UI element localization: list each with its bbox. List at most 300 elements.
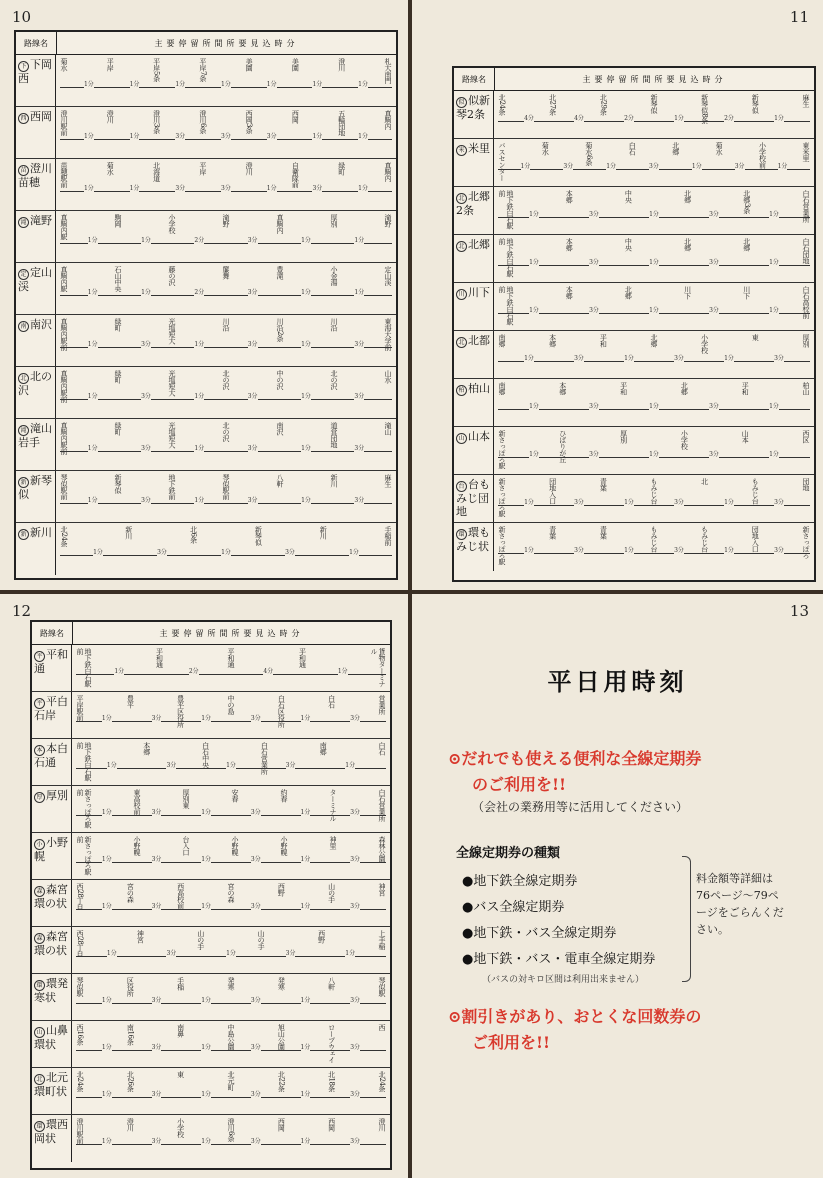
travel-minutes: 1分 (345, 950, 356, 957)
page-12 (0, 594, 408, 1178)
table-row (16, 419, 396, 471)
stop-name: 新さっぽろ駅 (498, 430, 506, 469)
table-row (454, 91, 814, 139)
route-name-label: 北郷2条 (456, 190, 490, 217)
route-stops (494, 427, 814, 474)
route-stops (494, 379, 814, 426)
travel-minutes: 3分 (649, 163, 659, 170)
route-name (454, 523, 494, 571)
travel-minutes: 3分 (589, 307, 599, 314)
stop-name: 地下鉄白石駅前 (498, 286, 514, 325)
route-mark-icon: 滝 (18, 425, 29, 436)
stop-name: 新川 (330, 474, 338, 487)
travel-minutes: 2分 (724, 115, 734, 122)
route-stops (56, 107, 396, 158)
route-name (32, 1115, 72, 1162)
travel-minutes: 3分 (247, 341, 258, 348)
travel-minutes: 3分 (175, 185, 186, 192)
stop-name: 真駒内駅 (60, 214, 68, 240)
travel-minutes: 1分 (529, 307, 539, 314)
stop-name: 新琴似 (649, 94, 658, 114)
route-mark-icon: 新 (18, 529, 29, 540)
stop-name: 西岡 (327, 1118, 336, 1131)
travel-minutes: 3分 (734, 163, 745, 170)
stop-name: 西岡3条 (245, 110, 254, 134)
timetable (30, 620, 392, 1170)
stop-name: 苗穂駅前 (60, 162, 68, 188)
stop-name: 真駒内駅前 (60, 318, 68, 351)
travel-minutes: 1分 (101, 1091, 112, 1098)
stop-name: 北元町 (226, 1071, 235, 1091)
stop-name: 団地入口 (548, 478, 557, 504)
stop-name: 白石営業所 (378, 789, 386, 822)
travel-minutes: 1分 (87, 289, 98, 296)
travel-minutes: 4分 (524, 115, 534, 122)
route-mark-icon: 新 (18, 477, 29, 488)
route-name (16, 107, 56, 158)
table-row (454, 475, 814, 523)
route-mark-icon: 環 (34, 1121, 45, 1132)
travel-minutes: 3分 (141, 445, 151, 452)
travel-minutes: 3分 (574, 499, 584, 506)
stop-name: 地下鉄前 (168, 474, 176, 500)
stop-name: 地下鉄白石駅前 (498, 238, 514, 277)
travel-minutes: 1分 (301, 237, 311, 244)
stop-name: 本郷 (558, 382, 567, 395)
stop-name: 西高校前 (176, 883, 185, 909)
table-row (32, 880, 390, 927)
table-row (16, 211, 396, 263)
route-mark-icon: 本 (34, 745, 45, 756)
stop-name: 平和 (619, 382, 628, 395)
travel-minutes: 3分 (674, 547, 684, 554)
travel-minutes: 3分 (563, 163, 574, 170)
route-name-label: 北都 (468, 334, 490, 347)
route-name-label: 滝野 (30, 214, 52, 227)
table-row (32, 645, 390, 692)
stop-name: 南郷 (319, 742, 328, 755)
route-name (454, 235, 494, 282)
stop-name: 西野 (277, 883, 286, 896)
stop-name: 東米里 (801, 142, 810, 162)
stop-name: 五輪団地 (337, 110, 346, 136)
pass-kind-item: ●バス全線定期券 (462, 900, 565, 915)
travel-minutes: 1分 (83, 185, 94, 192)
travel-minutes: 1分 (175, 81, 186, 88)
stop-name: 川沿 (222, 318, 230, 331)
travel-minutes: 3分 (350, 1138, 361, 1145)
route-stops (72, 1021, 390, 1067)
route-mark-icon: 定 (18, 269, 29, 280)
travel-minutes: 1分 (201, 1044, 212, 1051)
stop-name: 白石 (377, 742, 386, 755)
header-stops: 主要停留所間所要見込時分 (154, 38, 299, 48)
route-name-label: 平白石岸 (34, 695, 68, 722)
travel-minutes: 1分 (301, 289, 311, 296)
stop-name: 菊水 (106, 162, 115, 175)
stop-name: 平和 (599, 334, 608, 347)
travel-minutes: 1分 (129, 133, 140, 140)
promo-headline-2: ⊙割引きがあり、おとくな回数券の (448, 1007, 702, 1026)
stop-name: 北24条 (60, 526, 68, 547)
stop-name: 西28丁目 (76, 883, 84, 911)
travel-minutes: 1分 (524, 547, 534, 554)
stop-name: 中の沢 (276, 370, 284, 390)
stop-name: 平岸駅前 (76, 695, 84, 721)
stop-name: 豊平 (126, 695, 135, 708)
travel-minutes: 1分 (194, 393, 205, 400)
table-row (32, 927, 390, 974)
route-name (16, 211, 56, 262)
travel-minutes: 1分 (524, 499, 534, 506)
travel-minutes: 3分 (157, 549, 167, 556)
stop-name: 区役所 (126, 977, 135, 997)
travel-minutes: 1分 (114, 668, 125, 675)
stop-name: 小野幌 (133, 836, 141, 856)
travel-minutes: 1分 (201, 903, 212, 910)
travel-minutes: 1分 (529, 259, 539, 266)
route-stops (494, 523, 814, 571)
stop-name: 森林公園 (378, 836, 386, 862)
travel-minutes: 1分 (300, 856, 311, 863)
travel-minutes: 1分 (624, 547, 634, 554)
table-row (32, 1068, 390, 1115)
travel-minutes: 3分 (589, 259, 599, 266)
route-stops (56, 55, 396, 106)
stop-name: 小学校 (680, 430, 689, 450)
route-name-label: 似新琴2条 (456, 94, 490, 121)
route-mark-icon: 南 (18, 321, 29, 332)
travel-minutes: 1分 (649, 211, 659, 218)
stop-name: 宮の森 (226, 883, 235, 903)
table-row (16, 107, 396, 159)
stop-name: 石山中央 (114, 266, 122, 292)
route-stops (494, 91, 814, 138)
stop-name: 北の沢 (222, 422, 230, 442)
stop-name: 真駒内駅前 (60, 422, 68, 455)
route-name-label: 環西岡状 (34, 1118, 68, 1145)
route-name-label: 澄川苗穂 (18, 162, 52, 189)
stop-name: 北郷 (683, 190, 692, 203)
route-name (454, 475, 494, 522)
stop-name: 柏山 (801, 382, 810, 395)
route-stops (56, 419, 396, 470)
travel-minutes: 3分 (151, 1091, 162, 1098)
stop-name: 小学校 (168, 214, 176, 234)
table-header (16, 32, 396, 55)
travel-minutes: 3分 (151, 1044, 162, 1051)
stop-name: 琴似駅 (76, 977, 84, 997)
stop-name: 琴似駅 (377, 977, 386, 997)
stop-name: 本郷 (548, 334, 557, 347)
stop-name: 川下 (742, 286, 751, 299)
stop-name: 豊平区役所 (176, 695, 185, 728)
stop-name: 南沢 (276, 422, 284, 435)
stop-name: 南郷 (498, 382, 506, 395)
route-name (16, 263, 56, 314)
table-row (454, 331, 814, 379)
stop-name: 真駒内 (276, 214, 284, 234)
route-stops (72, 1115, 390, 1162)
route-stops (72, 739, 390, 785)
travel-minutes: 1分 (674, 115, 684, 122)
route-mark-icon: 平 (34, 651, 45, 662)
stop-name: 神宮 (136, 930, 145, 943)
route-mark-icon: 厚 (34, 792, 45, 803)
promo-headline-1: ⊙だれでも使える便利な全線定期券 (448, 749, 702, 768)
page-number: 10 (12, 8, 32, 26)
stop-name: 北郷 (624, 286, 633, 299)
stop-name: 西野 (317, 930, 326, 943)
route-name (454, 187, 494, 234)
table-row (454, 139, 814, 187)
stop-name: 北6条 (189, 526, 198, 543)
stop-name: 発寒 (226, 977, 235, 990)
stop-name: 新琴似 (751, 94, 760, 114)
route-name (32, 692, 72, 738)
route-name (454, 283, 494, 330)
travel-minutes: 1分 (301, 445, 311, 452)
table-row (32, 833, 390, 880)
travel-minutes: 3分 (151, 903, 162, 910)
travel-minutes: 1分 (529, 403, 539, 410)
travel-minutes: 3分 (141, 393, 151, 400)
travel-minutes: 3分 (574, 355, 584, 362)
travel-minutes: 1分 (349, 549, 359, 556)
table-row (16, 367, 396, 419)
travel-minutes: 1分 (345, 762, 356, 769)
travel-minutes: 1分 (101, 715, 112, 722)
stop-name: 白石区役所 (277, 695, 286, 728)
stop-name: 貨物ターミナル (370, 648, 386, 687)
stop-name: 東高校前 (133, 789, 141, 815)
header-stops: 主要停留所間所要見込時分 (582, 74, 727, 84)
route-stops (72, 692, 390, 738)
stop-name: 神里 (329, 836, 337, 849)
travel-minutes: 1分 (774, 115, 784, 122)
stop-name: 藤の沢 (168, 266, 176, 286)
route-name-label: 山鼻環状 (34, 1024, 68, 1051)
route-stops (494, 187, 814, 234)
stop-name: 西岡 (277, 1118, 286, 1131)
stop-name: 澄川 (106, 110, 115, 123)
stop-name: 駒岡 (114, 214, 122, 227)
travel-minutes: 1分 (724, 547, 734, 554)
stop-name: もみじ台 (649, 526, 658, 552)
travel-minutes: 1分 (606, 163, 617, 170)
stop-name: 台入口 (182, 836, 190, 856)
stop-name: 琴似駅前 (60, 474, 68, 500)
table-row (454, 523, 814, 571)
travel-minutes: 3分 (166, 762, 177, 769)
travel-minutes: 3分 (175, 133, 186, 140)
travel-minutes: 1分 (529, 211, 539, 218)
travel-minutes: 3分 (151, 856, 162, 863)
stop-name: 小学校 (176, 1118, 185, 1138)
stop-name: 真駒内駅前 (60, 370, 68, 403)
route-mark-icon: 西 (18, 113, 29, 124)
travel-minutes: 1分 (524, 355, 534, 362)
stop-name: 山の手 (327, 883, 336, 903)
stop-name: 平岸5条 (152, 58, 161, 82)
route-stops (494, 235, 814, 282)
travel-minutes: 3分 (774, 499, 784, 506)
travel-minutes: 3分 (250, 856, 261, 863)
stop-name: 東 (176, 1071, 185, 1078)
route-mark-icon: 北 (456, 337, 467, 348)
stop-name: 白石団地 (801, 238, 810, 264)
travel-minutes: 1分 (101, 903, 112, 910)
travel-minutes: 1分 (337, 668, 348, 675)
travel-minutes: 1分 (194, 497, 205, 504)
travel-minutes: 3分 (250, 997, 261, 1004)
stop-name: 団地 (801, 478, 810, 491)
table-row (16, 55, 396, 107)
route-name-label: 米里 (468, 142, 490, 155)
travel-minutes: 1分 (769, 403, 779, 410)
table-row (32, 786, 390, 833)
travel-minutes: 1分 (93, 549, 103, 556)
travel-minutes: 1分 (201, 1138, 212, 1145)
travel-minutes: 1分 (194, 341, 205, 348)
travel-minutes: 1分 (301, 341, 311, 348)
stop-name: 山の手 (196, 930, 205, 950)
route-name-label: 北の沢 (18, 370, 52, 397)
stop-name: 小野幌 (280, 836, 288, 856)
stop-name: 手稲前 (383, 526, 392, 546)
stop-name: 新さっぽろ (801, 526, 810, 559)
stop-name: 菊水 (60, 58, 68, 71)
route-name (32, 880, 72, 926)
stop-name: 真駒内駅 (60, 266, 68, 292)
stop-name: 光塩短大 (168, 422, 176, 448)
header-route: 路線名 (454, 68, 495, 90)
stop-name: 北の沢 (222, 370, 230, 390)
travel-minutes: 1分 (624, 499, 634, 506)
travel-minutes: 3分 (250, 1138, 261, 1145)
stop-name: 札大南門 (383, 58, 392, 84)
travel-minutes: 3分 (674, 499, 684, 506)
stop-name: 北郷3条 (742, 190, 751, 214)
travel-minutes: 3分 (166, 950, 177, 957)
stop-name: 定山渓 (384, 266, 392, 286)
stop-name: 平岸 (106, 58, 115, 71)
route-name-label: 新琴似 (18, 474, 52, 501)
travel-minutes: 3分 (354, 497, 365, 504)
table-row (32, 1021, 390, 1068)
travel-minutes: 3分 (350, 1044, 361, 1051)
route-name (16, 419, 56, 470)
stop-name: 北海道 (152, 162, 161, 182)
stop-name: 緑町 (337, 162, 346, 175)
stop-name: 澄川駅前 (60, 110, 68, 136)
travel-minutes: 3分 (354, 393, 365, 400)
travel-minutes: 1分 (101, 997, 112, 1004)
stop-name: 平岸7条 (198, 58, 207, 82)
route-name (16, 159, 56, 210)
stop-name: 小学校 (700, 334, 709, 354)
stop-name: 小野幌 (231, 836, 239, 856)
stop-name: 厚別東 (182, 789, 190, 809)
stop-name: 安春 (231, 789, 239, 802)
travel-minutes: 3分 (350, 856, 361, 863)
travel-minutes: 1分 (226, 762, 236, 769)
stop-name: 地下鉄白石駅前 (76, 648, 92, 687)
stop-name: 北郷 (671, 142, 680, 155)
stop-name: 山の手 (257, 930, 266, 950)
travel-minutes: 1分 (724, 499, 734, 506)
stop-name: 白石 (327, 695, 336, 708)
stop-name: 北郷 (742, 238, 751, 251)
stop-name: 青葉 (599, 526, 608, 539)
route-name-label: 南沢 (30, 318, 52, 331)
stop-name: 白石高校前 (801, 286, 810, 319)
table-row (32, 974, 390, 1021)
page-10 (0, 0, 408, 590)
stop-name: 川沿 (330, 318, 338, 331)
page-title: 平日用時刻 (547, 667, 688, 696)
route-name-label: 新川 (30, 526, 52, 539)
travel-minutes: 1分 (87, 445, 98, 452)
route-mark-icon: 環 (456, 529, 467, 540)
route-name-label: 定山渓 (18, 266, 52, 293)
stop-name: 中の島 (226, 695, 235, 715)
stop-name: 約春 (280, 789, 288, 802)
route-stops (494, 283, 814, 330)
route-name-label: 北郷 (468, 238, 490, 251)
travel-minutes: 3分 (354, 341, 365, 348)
route-name (454, 331, 494, 378)
page-13 (412, 594, 823, 1178)
travel-minutes: 3分 (221, 133, 231, 140)
route-name-label: 平和通 (34, 648, 68, 675)
travel-minutes: 1分 (101, 1138, 112, 1145)
route-stops (56, 211, 396, 262)
stop-name: 北29条 (599, 94, 608, 115)
travel-minutes: 1分 (354, 237, 365, 244)
travel-minutes: 1分 (769, 211, 779, 218)
stop-name: 本郷 (565, 238, 574, 251)
bracket-decoration (682, 856, 691, 982)
page-number: 12 (12, 602, 32, 620)
route-name-label: 下岡西 (18, 58, 52, 85)
stop-name: 北26条 (126, 1071, 135, 1092)
travel-minutes: 2分 (194, 237, 205, 244)
route-mark-icon: 似 (456, 97, 467, 108)
stop-name: 北22条 (277, 1071, 286, 1092)
travel-minutes: 3分 (350, 715, 361, 722)
route-name (32, 1021, 72, 1067)
route-name-label: 台もみじ団地 (456, 478, 490, 518)
travel-minutes: 3分 (247, 289, 258, 296)
travel-minutes: 2分 (194, 289, 205, 296)
stop-name: 平和通 (155, 648, 164, 668)
route-stops (72, 974, 390, 1020)
page-number: 11 (789, 8, 809, 26)
travel-minutes: 1分 (358, 185, 368, 192)
stop-name: 北24条 (76, 1071, 84, 1092)
travel-minutes: 3分 (247, 393, 258, 400)
route-mark-icon: 平 (34, 698, 45, 709)
travel-minutes: 1分 (101, 809, 112, 816)
stop-name: 新さっぽろ駅 (498, 478, 506, 517)
travel-minutes: 3分 (247, 237, 258, 244)
stop-name: 滝野 (222, 214, 230, 227)
travel-minutes: 1分 (106, 762, 117, 769)
route-mark-icon: 小 (34, 839, 45, 850)
route-mark-icon: 米 (456, 145, 467, 156)
travel-minutes: 3分 (350, 809, 361, 816)
